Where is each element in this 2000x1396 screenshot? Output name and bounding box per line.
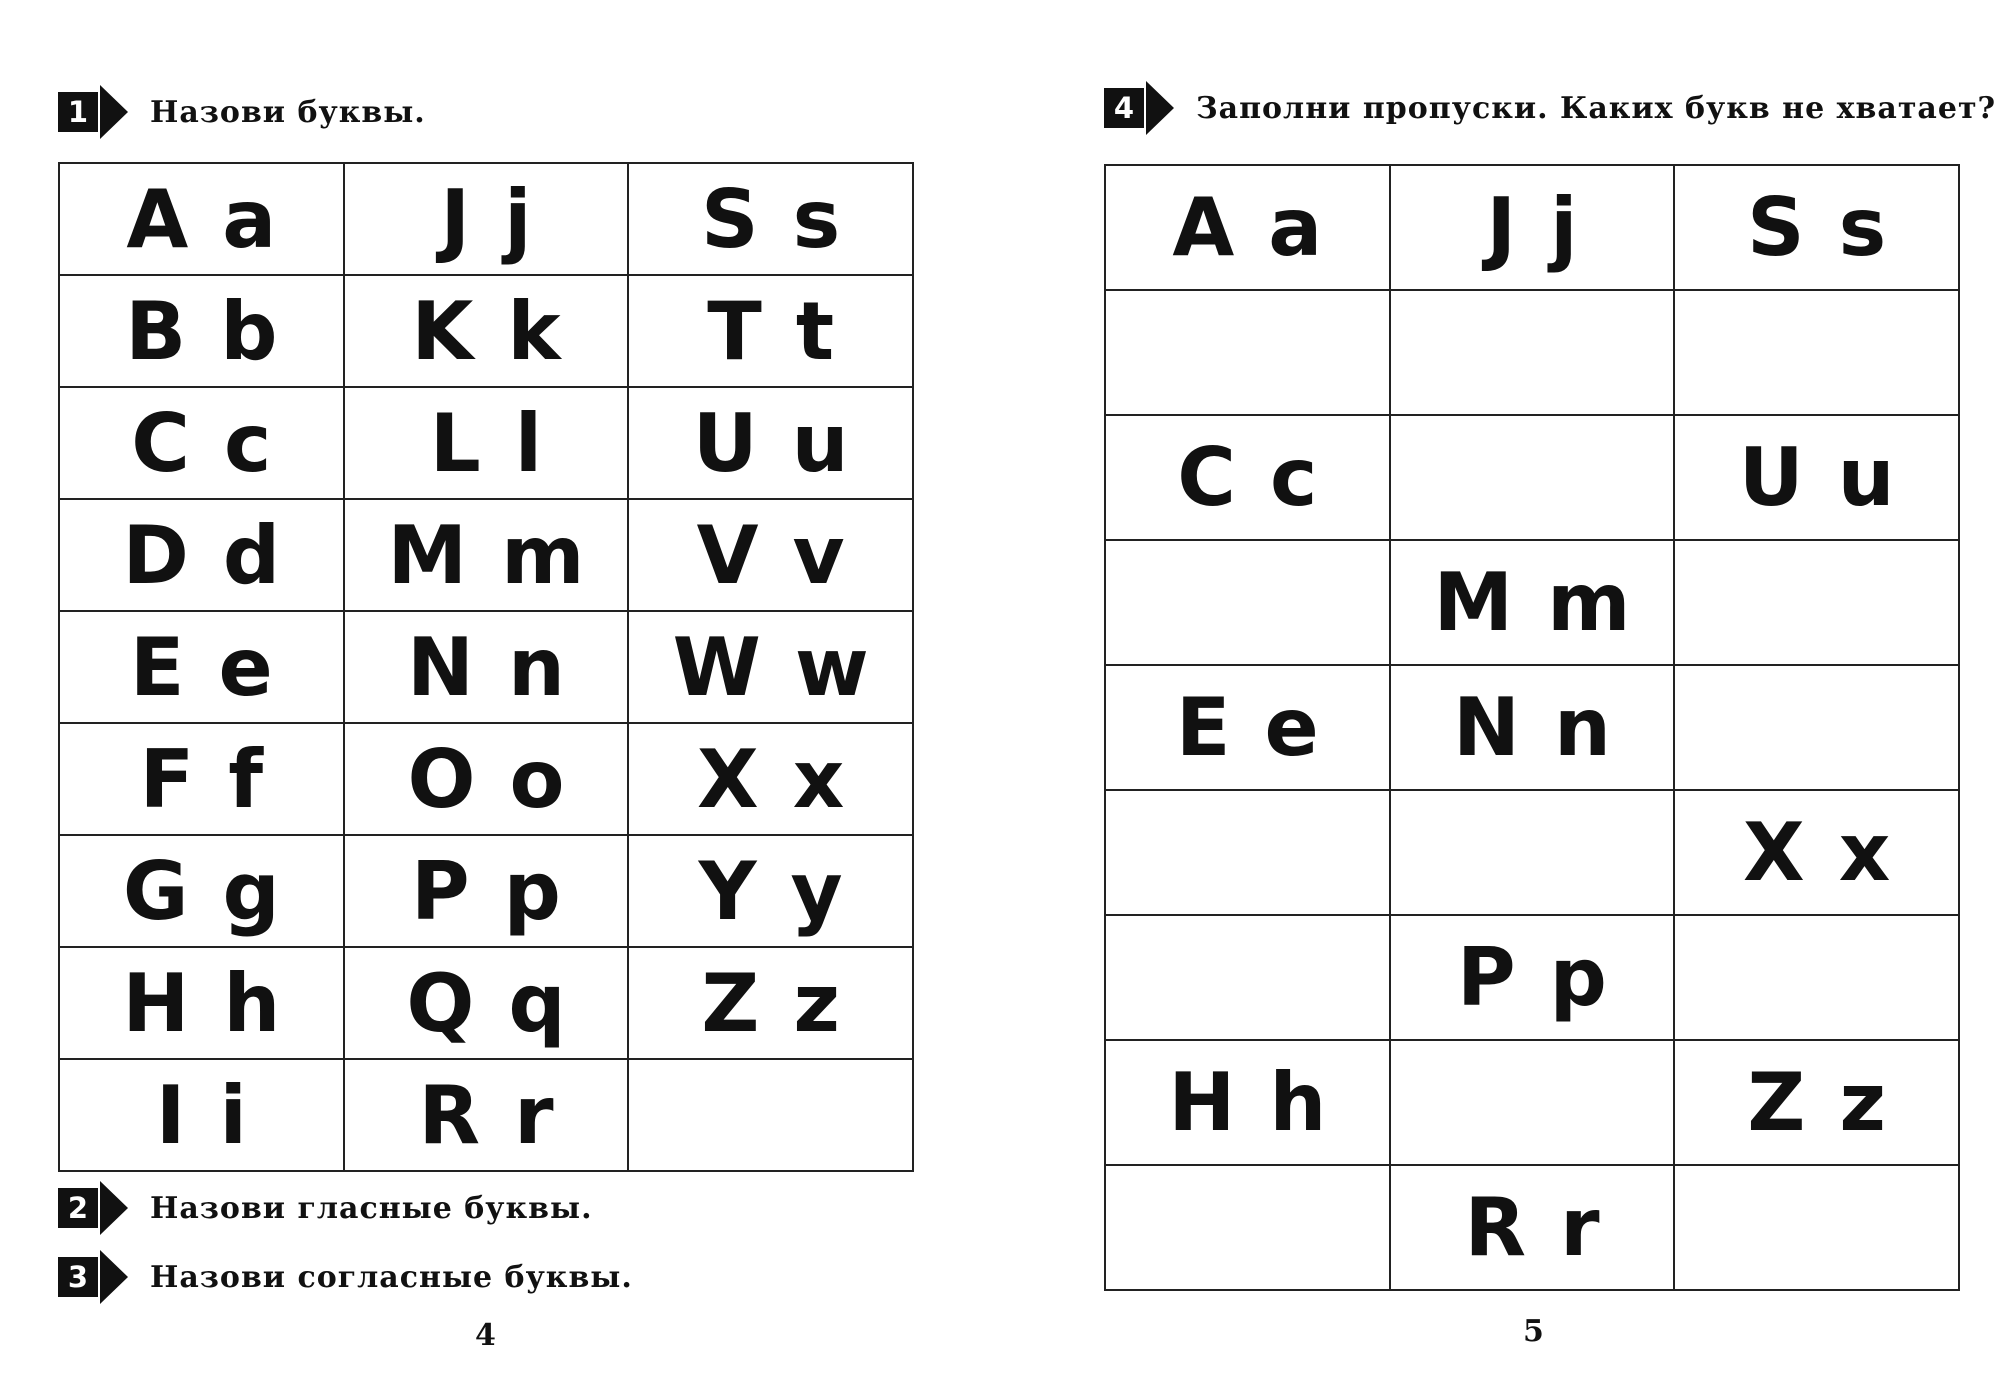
letter-pair (1515, 431, 1549, 524)
letter-pair (1486, 181, 1577, 274)
table-row (59, 275, 913, 387)
uppercase-letter: O (407, 732, 476, 826)
letter-cell (628, 275, 913, 387)
arrow-icon (100, 1250, 128, 1304)
uppercase-letter: I (155, 1068, 186, 1162)
letter-cell (628, 387, 913, 499)
letter-pair (418, 1069, 553, 1162)
letter-cell (1105, 415, 1390, 540)
table-row (59, 611, 913, 723)
lowercase-letter: u (1837, 431, 1895, 524)
letter-cell (344, 835, 629, 947)
lowercase-letter: p (503, 844, 561, 938)
lowercase-letter: t (795, 284, 835, 378)
letter-cell (59, 1059, 344, 1171)
uppercase-letter: K (411, 284, 474, 378)
uppercase-letter: P (1457, 931, 1516, 1024)
table-row (1105, 1040, 1959, 1165)
uppercase-letter: Y (698, 844, 757, 938)
letter-cell (344, 1059, 629, 1171)
uppercase-letter: W (672, 620, 761, 714)
task-instruction: Заполни пропуски. Каких букв не хватает? (1196, 90, 1997, 126)
uppercase-letter: S (701, 172, 759, 266)
uppercase-letter: E (129, 620, 185, 714)
letter-cell (344, 947, 629, 1059)
letter-cell (344, 611, 629, 723)
letter-cell (1674, 415, 1959, 540)
letter-pair (697, 733, 844, 826)
uppercase-letter: L (429, 396, 481, 490)
letter-cell (59, 723, 344, 835)
table-row (1105, 415, 1959, 540)
letter-pair (131, 397, 271, 490)
letter-pair (1800, 556, 1834, 649)
uppercase-letter: D (122, 508, 189, 602)
letter-cell (628, 611, 913, 723)
fill-in-table (1104, 164, 1960, 1291)
lowercase-letter: g (222, 844, 280, 938)
letter-cell (628, 723, 913, 835)
letter-cell (59, 163, 344, 275)
lowercase-letter: p (1549, 931, 1607, 1024)
lowercase-letter: h (223, 956, 281, 1050)
uppercase-letter: E (1175, 681, 1231, 774)
letter-cell (59, 947, 344, 1059)
letter-cell (1390, 290, 1675, 415)
letter-pair (122, 957, 280, 1050)
lowercase-letter: a (1268, 181, 1323, 274)
letter-cell (59, 499, 344, 611)
letter-pair (1747, 1056, 1886, 1149)
letter-pair (1230, 306, 1264, 399)
letter-pair (701, 173, 840, 266)
letter-pair (1515, 806, 1549, 899)
arrow-icon (1146, 81, 1174, 135)
letter-pair (697, 509, 845, 602)
lowercase-letter: k (507, 284, 561, 378)
letter-pair (1800, 1181, 1834, 1274)
letter-cell (628, 499, 913, 611)
letter-pair (1453, 681, 1611, 774)
uppercase-letter: A (1172, 181, 1235, 274)
letter-cell (1674, 665, 1959, 790)
letter-pair (754, 1069, 788, 1162)
letter-pair (1172, 181, 1322, 274)
lowercase-letter: s (792, 172, 841, 266)
lowercase-letter: x (1838, 806, 1891, 899)
lowercase-letter: l (514, 396, 543, 490)
letter-pair (1176, 681, 1319, 774)
task-4 (1104, 86, 1996, 130)
uppercase-letter: R (418, 1068, 481, 1162)
page-number: 4 (475, 1318, 496, 1353)
lowercase-letter: c (1269, 431, 1318, 524)
letter-cell (1674, 165, 1959, 290)
task-3 (58, 1255, 633, 1299)
table-row (59, 499, 913, 611)
lowercase-letter: d (222, 508, 281, 602)
table-row (59, 835, 913, 947)
lowercase-letter: m (501, 508, 585, 602)
letter-pair (693, 397, 849, 490)
alphabet-table (58, 162, 914, 1172)
letter-cell (1105, 1165, 1390, 1290)
letter-pair (123, 845, 280, 938)
uppercase-letter: G (122, 844, 189, 938)
lowercase-letter: a (222, 172, 277, 266)
letter-pair (1800, 931, 1834, 1024)
task-number: 4 (1104, 88, 1144, 128)
lowercase-letter: f (228, 732, 264, 826)
lowercase-letter: o (509, 732, 565, 826)
letter-pair (1743, 806, 1890, 899)
uppercase-letter: N (407, 620, 474, 714)
task-number: 2 (58, 1188, 98, 1228)
task-instruction: Назови согласные буквы. (150, 1259, 633, 1295)
letter-pair (1230, 931, 1264, 1024)
letter-pair (1434, 556, 1631, 649)
table-row (1105, 165, 1959, 290)
letter-cell (59, 275, 344, 387)
table-row (1105, 790, 1959, 915)
page-number: 5 (1523, 1314, 1544, 1349)
letter-pair (407, 621, 565, 714)
letter-cell (1390, 165, 1675, 290)
letter-cell (1390, 915, 1675, 1040)
letter-cell (1390, 415, 1675, 540)
uppercase-letter: S (1747, 181, 1805, 274)
letter-pair (430, 397, 542, 490)
arrow-icon (100, 85, 128, 139)
letter-pair (1747, 181, 1886, 274)
uppercase-letter: H (1168, 1056, 1236, 1149)
arrow-icon (100, 1181, 128, 1235)
letter-cell (344, 387, 629, 499)
letter-cell (344, 275, 629, 387)
uppercase-letter: T (707, 284, 762, 378)
lowercase-letter: h (1269, 1056, 1327, 1149)
letter-pair (140, 733, 263, 826)
letter-pair (1230, 556, 1264, 649)
uppercase-letter: U (1738, 431, 1804, 524)
lowercase-letter: w (794, 620, 869, 714)
letter-cell (344, 163, 629, 275)
lowercase-letter: x (792, 732, 845, 826)
letter-cell (1105, 790, 1390, 915)
table-row (1105, 290, 1959, 415)
lowercase-letter: e (1264, 681, 1319, 774)
letter-pair (1168, 1056, 1326, 1149)
uppercase-letter: X (1743, 806, 1805, 899)
letter-pair (125, 285, 277, 378)
letter-pair (1515, 1056, 1549, 1149)
uppercase-letter: H (122, 956, 190, 1050)
letter-pair (699, 845, 843, 938)
table-row (1105, 915, 1959, 1040)
task-marker (58, 1186, 128, 1230)
uppercase-letter: Q (406, 956, 475, 1050)
uppercase-letter: C (1177, 431, 1236, 524)
lowercase-letter: z (793, 956, 840, 1050)
letter-pair (388, 509, 585, 602)
letter-pair (1800, 306, 1834, 399)
letter-cell (628, 163, 913, 275)
letter-cell (628, 1059, 913, 1171)
uppercase-letter: J (1486, 181, 1517, 274)
lowercase-letter: u (791, 396, 849, 490)
letter-cell (59, 387, 344, 499)
table-row (1105, 665, 1959, 790)
lowercase-letter: b (220, 284, 278, 378)
uppercase-letter: M (387, 508, 468, 602)
lowercase-letter: j (504, 172, 532, 266)
letter-cell (1674, 1040, 1959, 1165)
lowercase-letter: r (1560, 1181, 1600, 1274)
letter-cell (1105, 1040, 1390, 1165)
lowercase-letter: r (514, 1068, 554, 1162)
uppercase-letter: R (1464, 1181, 1527, 1274)
uppercase-letter: P (411, 844, 470, 938)
letter-cell (59, 835, 344, 947)
letter-cell (1674, 540, 1959, 665)
letter-cell (1390, 790, 1675, 915)
table-row (59, 723, 913, 835)
task-1 (58, 90, 426, 134)
uppercase-letter: X (697, 732, 759, 826)
letter-pair (122, 509, 280, 602)
letter-cell (1674, 290, 1959, 415)
lowercase-letter: i (219, 1068, 247, 1162)
uppercase-letter: U (692, 396, 758, 490)
task-instruction: Назови гласные буквы. (150, 1190, 593, 1226)
letter-pair (411, 845, 561, 938)
task-instruction: Назови буквы. (150, 94, 426, 130)
letter-pair (406, 957, 565, 1050)
lowercase-letter: n (1553, 681, 1611, 774)
uppercase-letter: J (440, 172, 471, 266)
letter-cell (1390, 1165, 1675, 1290)
uppercase-letter: Z (1747, 1056, 1806, 1149)
task-marker (58, 1255, 128, 1299)
letter-pair (407, 733, 564, 826)
uppercase-letter: Z (701, 956, 760, 1050)
letter-pair (673, 621, 869, 714)
letter-cell (1105, 665, 1390, 790)
letter-pair (1457, 931, 1607, 1024)
task-number: 3 (58, 1257, 98, 1297)
lowercase-letter: z (1839, 1056, 1886, 1149)
table-row (59, 1059, 913, 1171)
letter-cell (59, 611, 344, 723)
letter-cell (1105, 915, 1390, 1040)
table-row (1105, 1165, 1959, 1290)
lowercase-letter: e (218, 620, 273, 714)
table-row (59, 163, 913, 275)
lowercase-letter: y (790, 844, 843, 938)
letter-pair (126, 173, 276, 266)
letter-cell (344, 723, 629, 835)
letter-cell (344, 499, 629, 611)
letter-pair (707, 285, 834, 378)
task-marker (1104, 86, 1174, 130)
letter-pair (701, 957, 840, 1050)
letter-pair (440, 173, 531, 266)
letter-cell (1390, 540, 1675, 665)
letter-pair (1230, 806, 1264, 899)
task-marker (58, 90, 128, 134)
letter-cell (628, 835, 913, 947)
task-2 (58, 1186, 593, 1230)
letter-pair (156, 1069, 247, 1162)
letter-cell (1390, 665, 1675, 790)
table-row (59, 947, 913, 1059)
table-row (1105, 540, 1959, 665)
lowercase-letter: q (508, 956, 566, 1050)
lowercase-letter: n (507, 620, 565, 714)
table-row (59, 387, 913, 499)
letter-cell (1105, 290, 1390, 415)
lowercase-letter: c (223, 396, 272, 490)
uppercase-letter: M (1433, 556, 1514, 649)
task-number: 1 (58, 92, 98, 132)
uppercase-letter: C (131, 396, 190, 490)
letter-cell (1105, 540, 1390, 665)
letter-pair (411, 285, 560, 378)
letter-pair (1177, 431, 1317, 524)
letter-pair (1464, 1181, 1599, 1274)
uppercase-letter: A (126, 172, 189, 266)
letter-pair (1739, 431, 1895, 524)
letter-cell (1674, 790, 1959, 915)
letter-pair (130, 621, 273, 714)
letter-pair (1515, 306, 1549, 399)
lowercase-letter: j (1550, 181, 1578, 274)
uppercase-letter: N (1453, 681, 1520, 774)
letter-cell (1674, 915, 1959, 1040)
uppercase-letter: B (125, 284, 187, 378)
uppercase-letter: V (696, 508, 759, 602)
uppercase-letter: F (139, 732, 195, 826)
letter-pair (1800, 681, 1834, 774)
lowercase-letter: s (1838, 181, 1887, 274)
letter-pair (1230, 1181, 1264, 1274)
letter-cell (628, 947, 913, 1059)
letter-cell (1674, 1165, 1959, 1290)
letter-cell (1105, 165, 1390, 290)
lowercase-letter: v (792, 508, 845, 602)
letter-cell (1390, 1040, 1675, 1165)
lowercase-letter: m (1547, 556, 1631, 649)
